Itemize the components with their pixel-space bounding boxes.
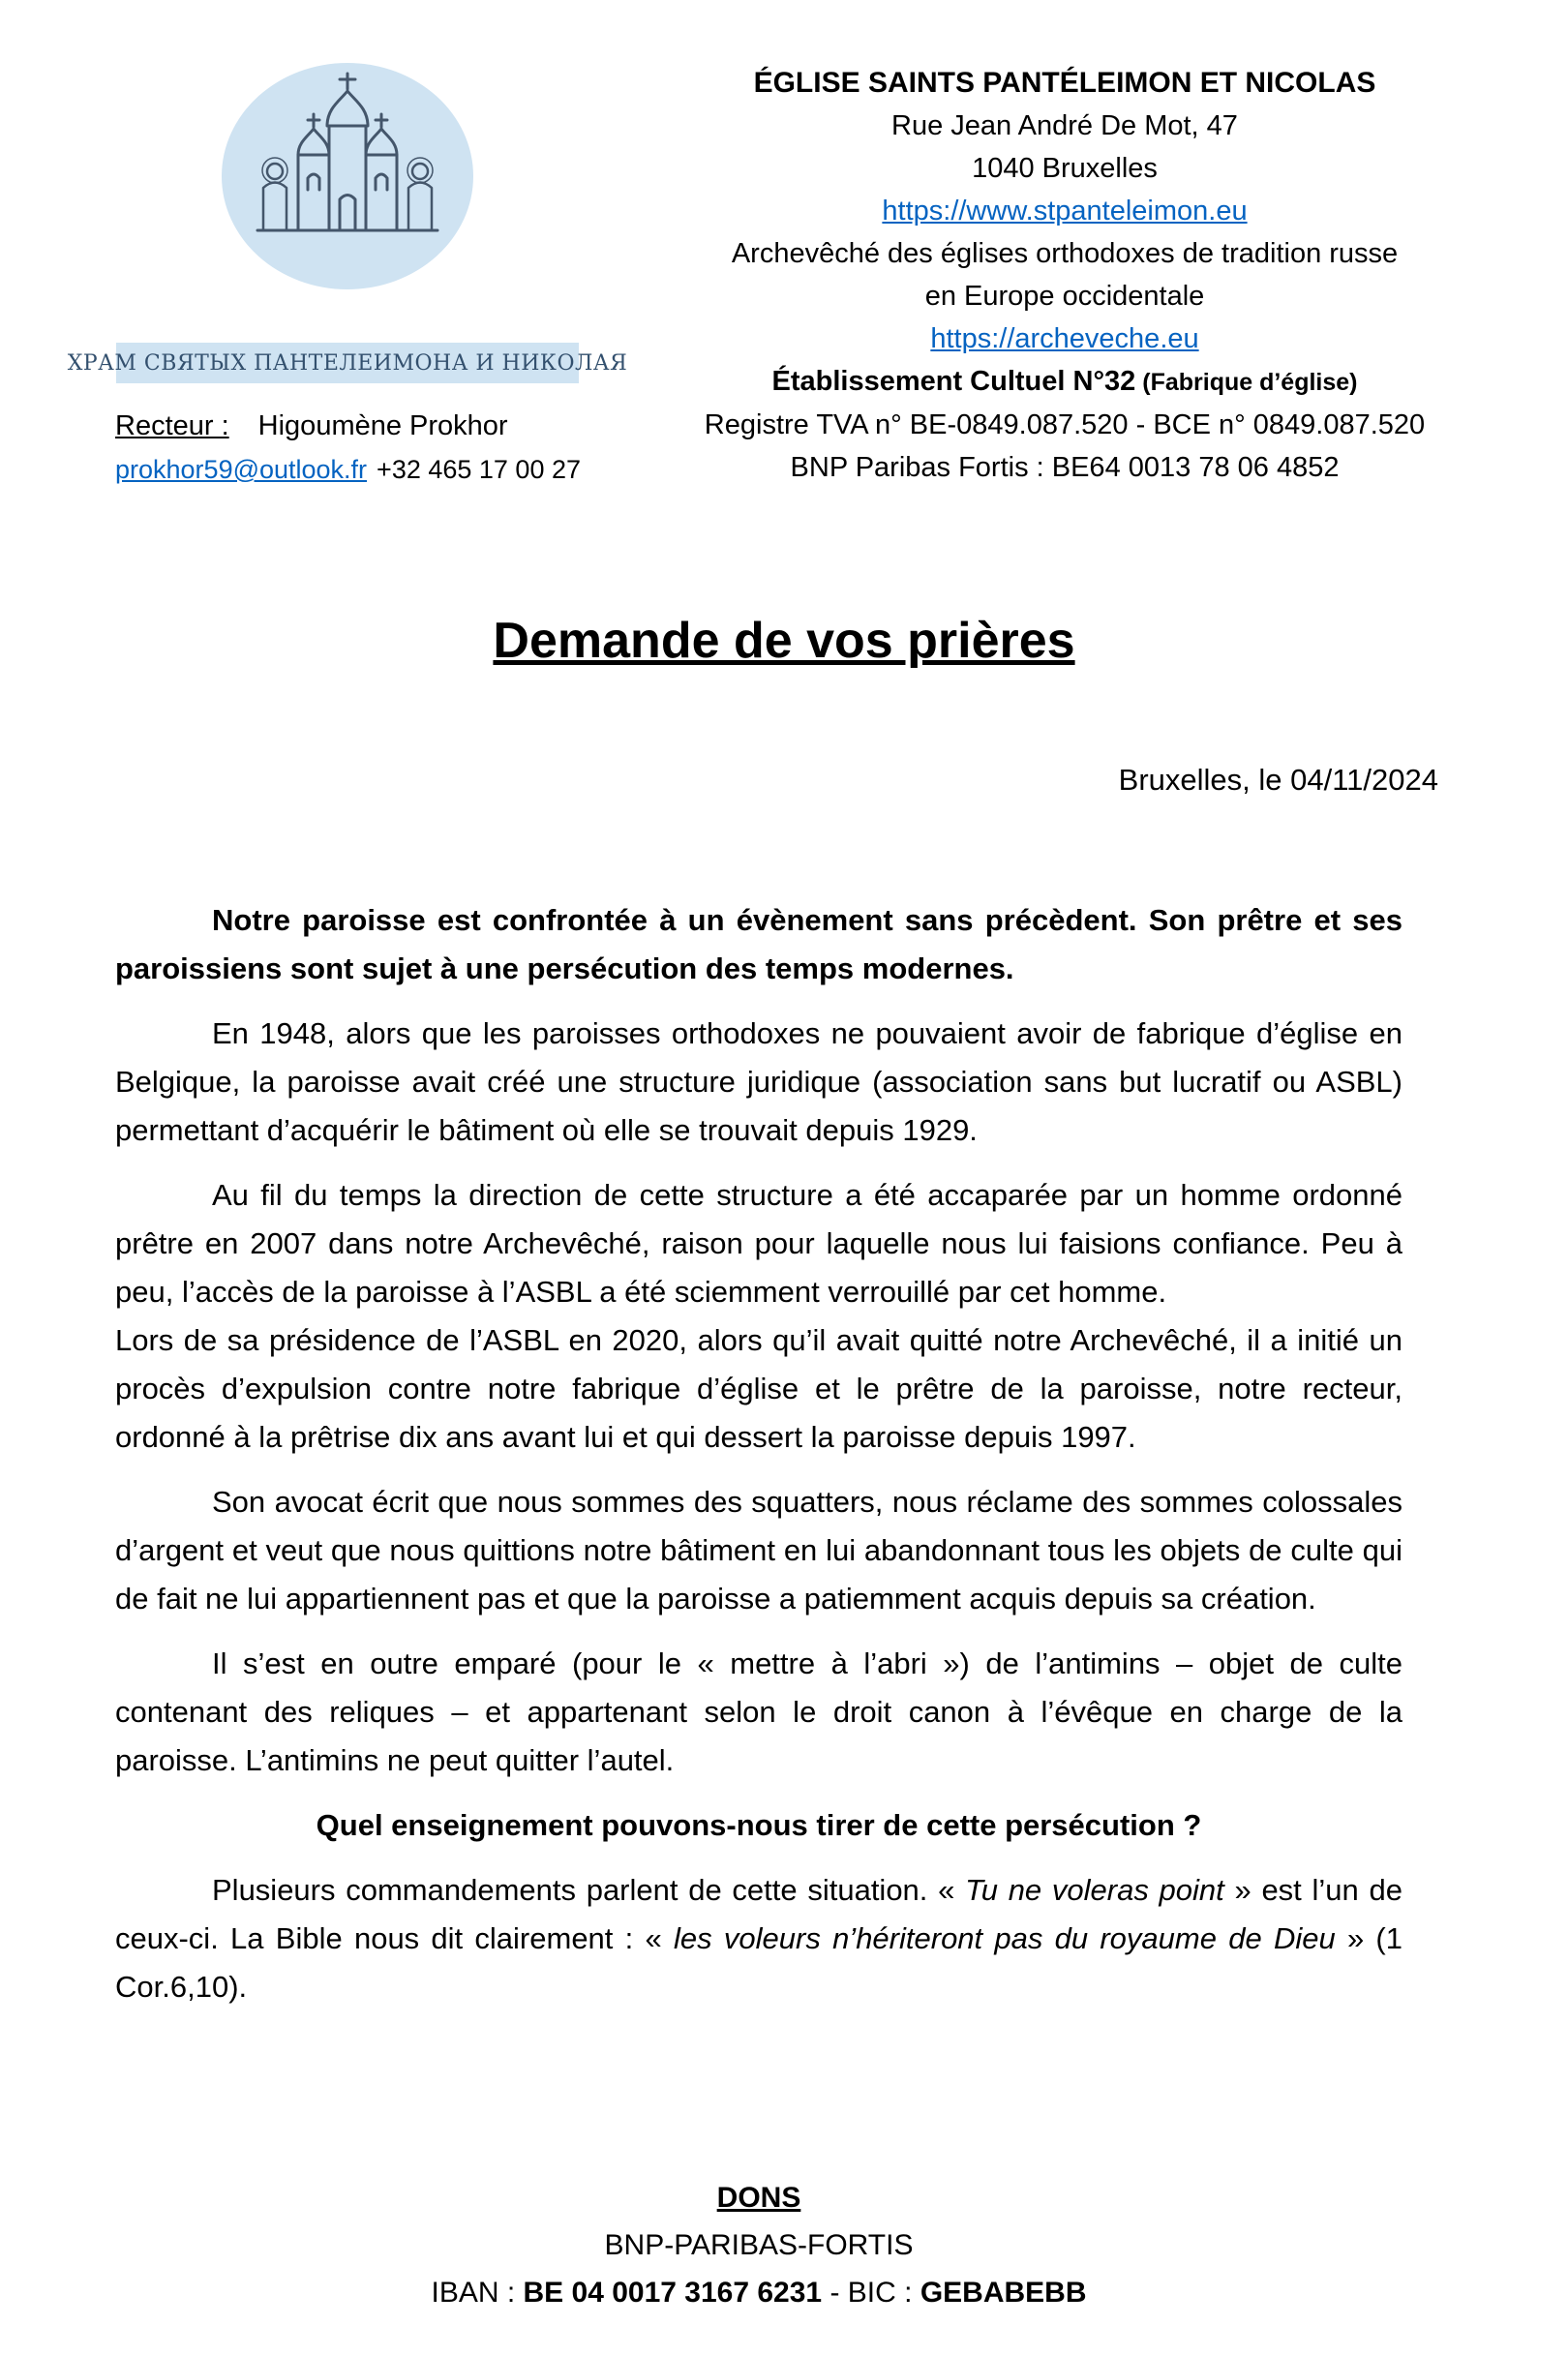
commandements-seg3: » (1 Cor.6,10). [115,1921,1402,2004]
commandements-quote1: Tu ne voleras point [965,1873,1224,1907]
archdiocese-line2: en Europe occidentale [924,281,1205,312]
footer-bank-name: BNP-PARIBAS-FORTIS [604,2229,914,2261]
bank-line: BNP Paribas Fortis : BE64 0013 78 06 4852 [790,452,1340,483]
letter-body [115,896,1402,2028]
establishment-title: Établissement Cultuel N°32 [771,366,1136,397]
logo-caption: ХРАМ СВЯТЫХ ПАНТЕЛЕИМОНА И НИКОЛАЯ [116,343,579,383]
bic-label: - BIC : [822,2277,920,2309]
church-icon [221,62,474,290]
org-address-line2: 1040 Bruxelles [972,153,1158,184]
rector-label: Recteur : [115,410,229,441]
org-name: ÉGLISE SAINTS PANTÉLEIMON ET NICOLAS [753,67,1376,99]
question-heading: Quel enseignement pouvons-nous tirer de cette persécution ? [316,1808,1202,1842]
donations-footer [115,2174,1402,2316]
paragraph-structure: Au fil du temps la direction de cette structure a été accaparée par un homme ordonné prêtre en 2007 dans notre Archevêché, raison pour laquelle nous lui faisions confiance. Peu à peu, l’accès de la paroisse à l’ASBL a été sciemment verrouillé par cet homme. [115,1178,1402,1309]
rector-contact-line [115,455,581,485]
rector-line [115,410,508,442]
rector-email-link[interactable]: prokhor59@outlook.fr [115,455,368,484]
church-logo [221,62,474,290]
paragraph-antimins: Il s’est en outre emparé (pour le « mettre à l’abri ») de l’antimins – objet de culte contenant des reliques – et appartenant selon le droit canon à l’évêque en charge de la paroisse. L’antimins ne peut quitter l’autel. [115,1646,1402,1777]
org-website-link[interactable]: https://www.stpanteleimon.eu [882,196,1248,227]
archdiocese-website-link[interactable]: https://archeveche.eu [930,323,1199,354]
rector-phone: +32 465 17 00 27 [377,455,581,484]
paragraph-1948: En 1948, alors que les paroisses orthodoxes ne pouvaient avoir de fabrique d’église en Belgique, la paroisse avait créé une structure juridique (association sans but lucratif ou ASBL) permettant d’acquérir le bâtiment où elle se trouvait depuis 1929. [115,1016,1402,1147]
letter-title: Demande de vos prières [493,613,1075,669]
org-header-block [678,62,1452,489]
commandements-seg1: Plusieurs commandements parlent de cette situation. « [212,1873,966,1907]
org-address-line1: Rue Jean André De Mot, 47 [891,110,1238,141]
paragraph-avocat: Son avocat écrit que nous sommes des squatters, nous réclame des sommes colossales d’argent et veut que nous quittions notre bâtiment en lui abandonnant tous les objets de culte qui de fait ne lui appartiennent pas et que la paroisse a patiemment acquis depuis sa création. [115,1485,1402,1616]
archdiocese-line1: Archevêché des églises orthodoxes de tradition russe [731,238,1399,269]
establishment-line [678,360,1452,404]
paragraph-presidence: Lors de sa présidence de l’ASBL en 2020, alors qu’il avait quitté notre Archevêché, il a initié un procès d’expulsion contre notre fabrique d’église et le prêtre de la paroisse, notre recteur, ordonné à la prêtrise dix ans avant lui et qui dessert la paroisse depuis 1997. [115,1323,1402,1454]
commandements-seg2: » est l’un de ceux-ci. La Bible nous dit clairement : « [115,1873,1402,1955]
bic-value: GEBABEBB [920,2277,1087,2309]
iban-value: BE 04 0017 3167 6231 [523,2277,823,2309]
rector-name: Higoumène Prokhor [257,410,508,441]
footer-iban-line [115,2269,1402,2316]
dons-heading: DONS [716,2182,801,2214]
commandements-quote2: les voleurs n’hériteront pas du royaume de Dieu [674,1921,1336,1955]
paragraph-intro: Notre paroisse est confrontée à un évènement sans précèdent. Son prêtre et ses paroissiens sont sujet à une persécution des temps modernes. [115,903,1402,985]
paragraph-commandements [115,1866,1402,2011]
iban-label: IBAN : [431,2277,524,2309]
vat-line: Registre TVA n° BE-0849.087.520 - BCE n° 0849.087.520 [704,409,1426,440]
dateline: Bruxelles, le 04/11/2024 [1118,763,1438,797]
establishment-note: (Fabrique d’église) [1135,369,1358,396]
